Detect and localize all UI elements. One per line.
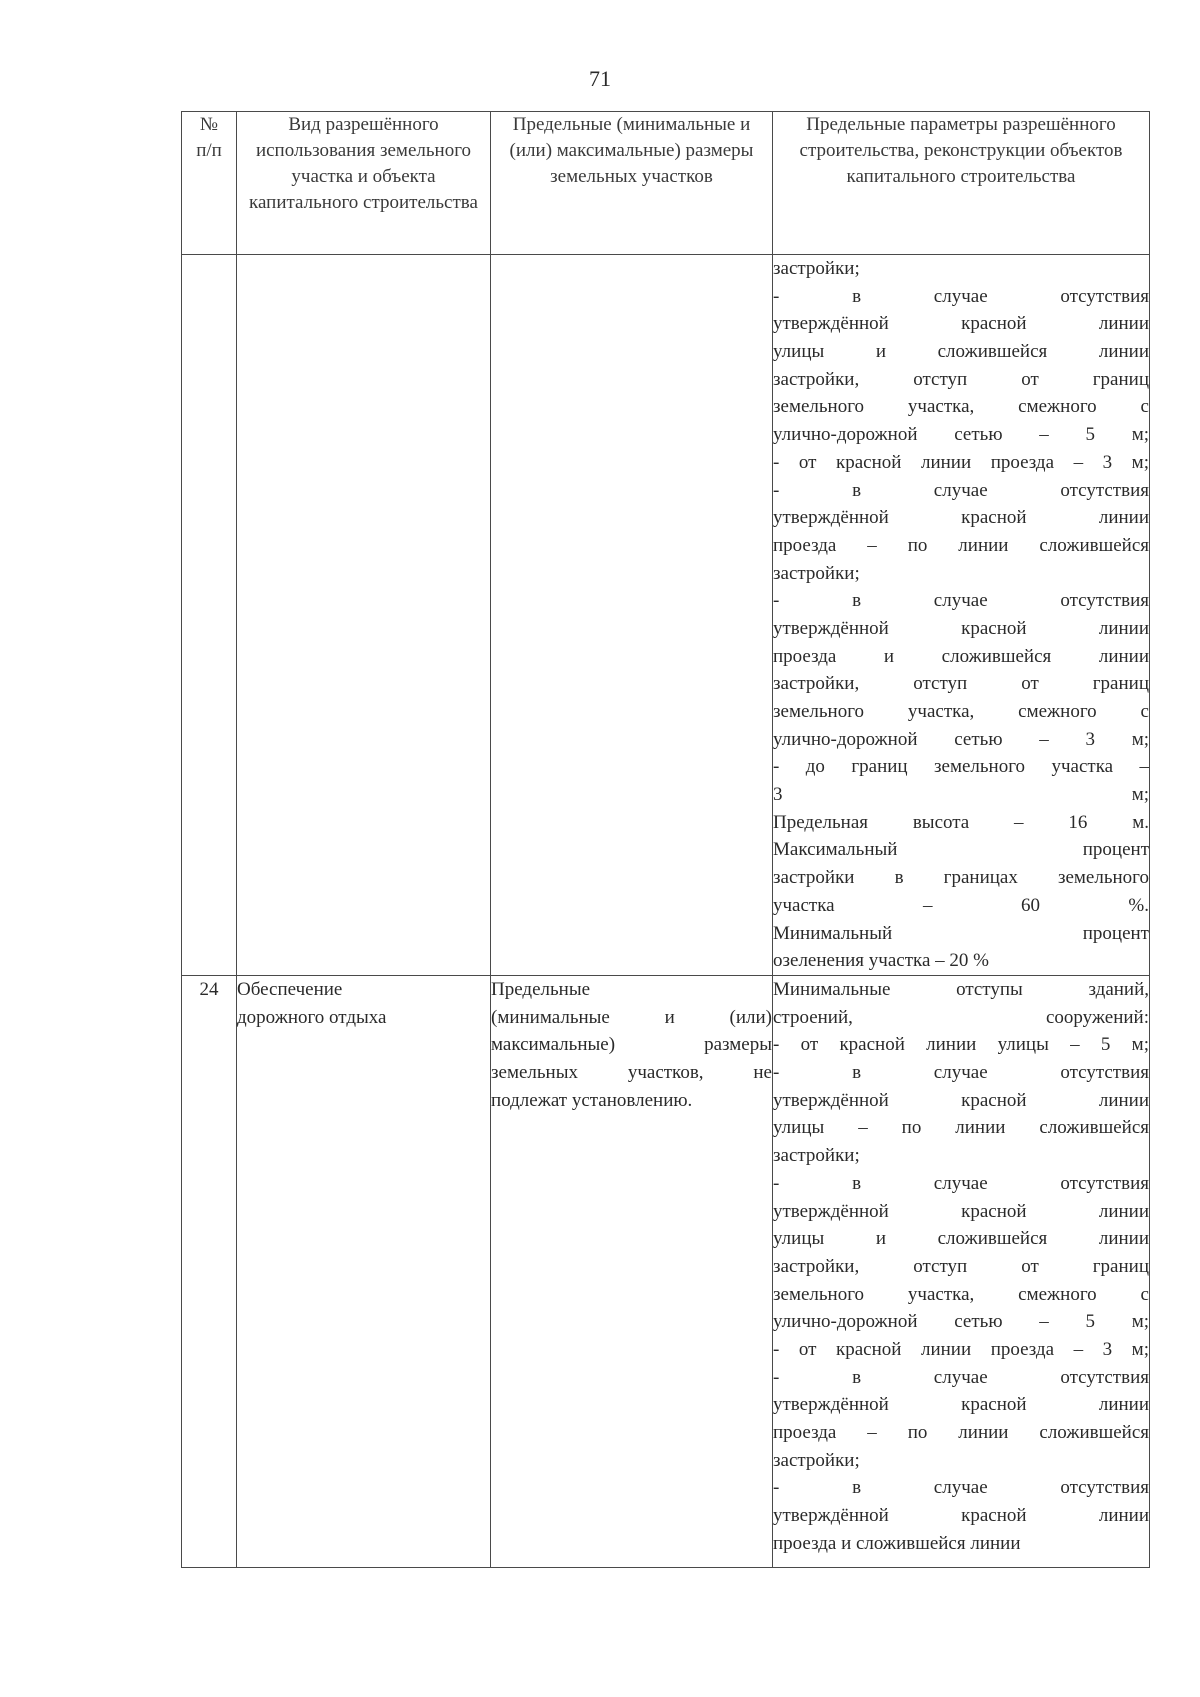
cell-text-line: (минимальные и (или) <box>491 1006 772 1028</box>
cell-text-line: участка – 60 %. <box>773 894 1149 916</box>
cell-text-line: утверждённой красной линии <box>773 507 1149 529</box>
cell-text-line: 3 м; <box>773 784 1149 806</box>
table-row <box>182 976 1150 1568</box>
cell-text-line: земельного участка, смежного с <box>773 396 1149 418</box>
cell-text-line: - в случае отсутствия <box>773 1477 1149 1499</box>
cell-text-line: - от красной линии проезда – 3 м; <box>773 1338 1149 1360</box>
cell-text-line: - до границ земельного участка – <box>773 756 1149 778</box>
cell-text-line: - от красной линии улицы – 5 м; <box>773 1034 1149 1056</box>
cell-text-line: земельного участка, смежного с <box>773 1283 1149 1305</box>
cell-text-line: Минимальный процент <box>773 922 1149 944</box>
cell-text-line: улицы и сложившейся линии <box>773 341 1149 363</box>
cell-text-line: Предельная высота – 16 м. <box>773 811 1149 833</box>
row-number: 24 <box>182 976 237 1568</box>
cell-text-line: утверждённой красной линии <box>773 1505 1149 1527</box>
table-row <box>182 255 1150 976</box>
cell-text-line: максимальные) размеры <box>491 1034 772 1056</box>
cell-text-line: подлежат установлению. <box>491 1089 693 1111</box>
cell-text-line: застройки; <box>773 258 860 279</box>
row-permitted-use <box>237 255 491 976</box>
cell-text-line: застройки, отступ от границ <box>773 368 1149 390</box>
cell-text-line: - в случае отсутствия <box>773 285 1149 307</box>
cell-text-line: проезда и сложившейся линии <box>773 645 1149 667</box>
cell-text-line: утверждённой красной линии <box>773 1200 1149 1222</box>
header-number <box>182 112 237 255</box>
cell-text-line: дорожного отдыха <box>237 1006 387 1028</box>
header-construction-parameters: Предельные параметры разрешённого строительства, реконструкции объектов капитального строительства <box>773 112 1150 255</box>
header-number-line: № <box>199 114 219 135</box>
cell-text-line: - от красной линии проезда – 3 м; <box>773 451 1149 473</box>
cell-text-line: Максимальный процент <box>773 839 1149 861</box>
cell-text-line: утверждённой красной линии <box>773 313 1149 335</box>
cell-text-line: застройки; <box>773 1449 860 1471</box>
cell-text-line: застройки, отступ от границ <box>773 673 1149 695</box>
cell-text-line: - в случае отсутствия <box>773 479 1149 501</box>
cell-text-line: застройки в границах земельного <box>773 867 1149 889</box>
header-number-label <box>182 112 236 164</box>
cell-text-line: утверждённой красной линии <box>773 617 1149 639</box>
cell-text-line: озеленения участка – 20 % <box>773 950 989 972</box>
cell-text-line: улично-дорожной сетью – 5 м; <box>773 1311 1149 1333</box>
cell-text-line: утверждённой красной линии <box>773 1089 1149 1111</box>
cell-text-line: утверждённой красной линии <box>773 1394 1149 1416</box>
row-construction-parameters <box>773 976 1150 1568</box>
cell-text-line: - в случае отсутствия <box>773 590 1149 612</box>
cell-text-line: проезда и сложившейся линии <box>773 1532 1021 1554</box>
cell-text-line: улицы и сложившейся линии <box>773 1228 1149 1250</box>
cell-text-line: земельного участка, смежного с <box>773 701 1149 722</box>
row-permitted-use <box>237 976 491 1568</box>
cell-text-line: Обеспечение <box>237 979 343 1000</box>
row-plot-sizes <box>491 255 773 976</box>
cell-text-line: земельных участков, не <box>491 1062 772 1084</box>
page-number: 71 <box>589 66 611 91</box>
cell-text-line: улично-дорожной сетью – 5 м; <box>773 424 1149 446</box>
cell-text-line: улично-дорожной сетью – 3 м; <box>773 728 1149 750</box>
cell-text-line: улицы – по линии сложившейся <box>773 1117 1149 1139</box>
cell-text-line: застройки; <box>773 562 860 584</box>
cell-text-line: - в случае отсутствия <box>773 1366 1149 1388</box>
cell-text-line: строений, сооружений: <box>773 1006 1149 1028</box>
table-header-row <box>182 112 1150 255</box>
cell-text-line: Минимальные отступы зданий, <box>773 979 1149 1000</box>
regulations-table <box>181 111 1150 1568</box>
cell-text-line: застройки; <box>773 1145 860 1167</box>
cell-text-line: - в случае отсутствия <box>773 1062 1149 1084</box>
cell-text-line: - в случае отсутствия <box>773 1172 1149 1194</box>
header-number-line: п/п <box>196 140 222 161</box>
cell-text-line: Предельные <box>491 979 591 1000</box>
header-plot-sizes: Предельные (минимальные и (или) максимальные) размеры земельных участков <box>491 112 773 255</box>
row-construction-parameters <box>773 255 1150 976</box>
cell-text-line: проезда – по линии сложившейся <box>773 1422 1149 1443</box>
cell-text-line: проезда – по линии сложившейся <box>773 534 1149 556</box>
header-permitted-use: Вид разрешённого использования земельного участка и объекта капитального строительства <box>237 112 491 255</box>
row-number <box>182 255 237 976</box>
row-plot-sizes <box>491 976 773 1568</box>
cell-text-line: застройки, отступ от границ <box>773 1255 1149 1277</box>
